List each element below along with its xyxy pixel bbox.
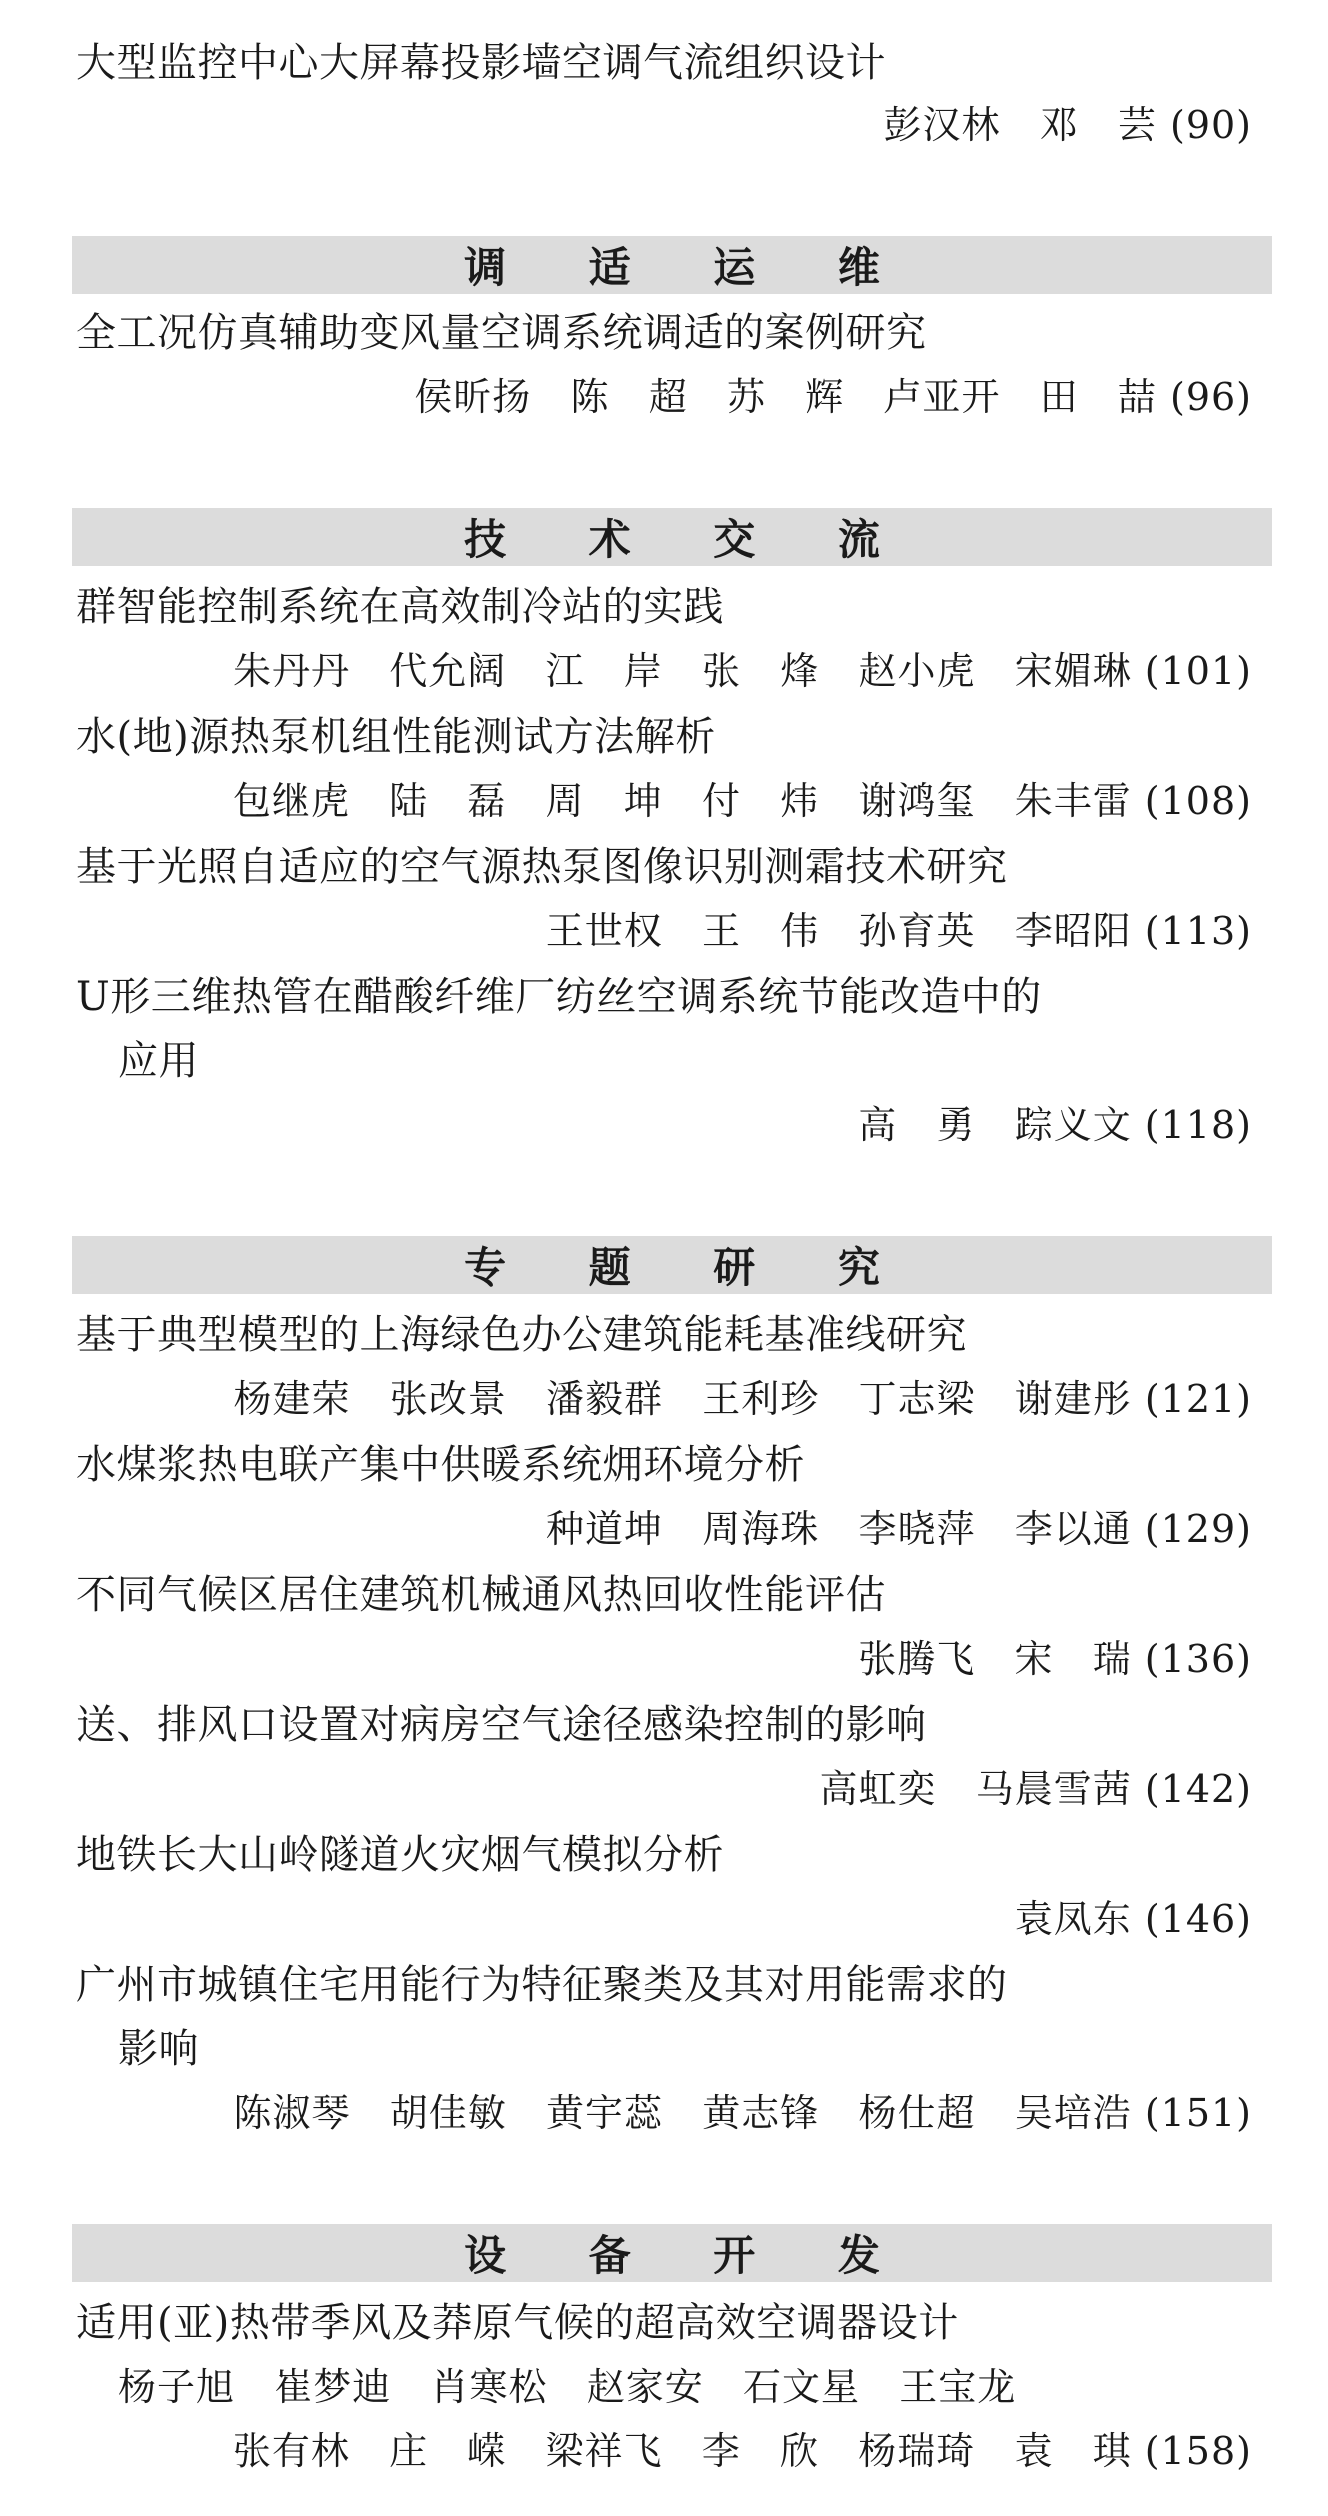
article-title: 基于光照自适应的空气源热泵图像识别测霜技术研究 bbox=[76, 844, 1008, 890]
article-title: 水(地)源热泵机组性能测试方法解析 bbox=[76, 714, 716, 760]
section-heading: 调 适 运 维 bbox=[464, 243, 914, 292]
article-title: 水煤浆热电联产集中供暖系统㶲环境分析 bbox=[76, 1442, 805, 1488]
section-heading-bar bbox=[72, 508, 1272, 566]
article-title: 送、排风口设置对病房空气途径感染控制的影响 bbox=[76, 1702, 927, 1748]
article-title: 广州市城镇住宅用能行为特征聚类及其对用能需求的 bbox=[76, 1962, 1008, 2008]
article-authors: 袁凤东 (146) bbox=[1014, 1897, 1252, 1941]
article-authors: 包继虎 陆 磊 周 坤 付 炜 谢鸿玺 朱丰雷 (108) bbox=[232, 779, 1252, 823]
article-title: 群智能控制系统在高效制冷站的实践 bbox=[76, 584, 724, 630]
article-authors: 朱丹丹 代允阔 江 岸 张 烽 赵小虎 宋媚琳 (101) bbox=[233, 649, 1252, 693]
section-heading-bar bbox=[72, 2224, 1272, 2282]
article-authors: 张有林 庄 嵘 梁祥飞 李 欣 杨瑞琦 袁 琪 (158) bbox=[232, 2429, 1252, 2473]
section-heading-bar bbox=[72, 236, 1272, 294]
article-title: 基于典型模型的上海绿色办公建筑能耗基准线研究 bbox=[76, 1312, 967, 1358]
article-title: 不同气候区居住建筑机械通风热回收性能评估 bbox=[76, 1572, 886, 1618]
article-authors: 侯昕扬 陈 超 苏 辉 卢亚开 田 喆 (96) bbox=[414, 375, 1252, 419]
section-heading: 设 备 开 发 bbox=[464, 2231, 914, 2280]
article-authors: 高虹奕 马晨雪茜 (142) bbox=[819, 1767, 1252, 1811]
article-authors: 陈淑琴 胡佳敏 黄宇蕊 黄志锋 杨仕超 吴培浩 (151) bbox=[233, 2091, 1252, 2135]
article-title: 大型监控中心大屏幕投影墙空调气流组织设计 bbox=[76, 40, 886, 86]
article-title: U形三维热管在醋酸纤维厂纺丝空调系统节能改造中的 bbox=[76, 974, 1042, 1020]
article-authors: 高 勇 踪义文 (118) bbox=[858, 1103, 1252, 1147]
article-authors-line: 杨子旭 崔梦迪 肖寒松 赵家安 石文星 王宝龙 bbox=[118, 2365, 1017, 2409]
article-title-continuation: 应用 bbox=[118, 1038, 199, 1084]
article-title-continuation: 影响 bbox=[118, 2026, 199, 2072]
article-title: 适用(亚)热带季风及莽原气候的超高效空调器设计 bbox=[76, 2300, 959, 2346]
article-authors: 种道坤 周海珠 李晓萍 李以通 (129) bbox=[546, 1507, 1252, 1551]
article-authors: 王世权 王 伟 孙育英 李昭阳 (113) bbox=[545, 909, 1252, 953]
article-title: 地铁长大山岭隧道火灾烟气模拟分析 bbox=[76, 1832, 724, 1878]
article-title: 全工况仿真辅助变风量空调系统调适的案例研究 bbox=[76, 310, 927, 356]
section-heading: 专 题 研 究 bbox=[464, 1243, 914, 1292]
article-authors: 杨建荣 张改景 潘毅群 王利珍 丁志梁 谢建彤 (121) bbox=[233, 1377, 1252, 1421]
section-heading-bar bbox=[72, 1236, 1272, 1294]
article-authors: 彭汉林 邓 芸 (90) bbox=[883, 103, 1252, 147]
article-authors: 张腾飞 宋 瑞 (136) bbox=[858, 1637, 1252, 1681]
section-heading: 技 术 交 流 bbox=[464, 515, 914, 564]
